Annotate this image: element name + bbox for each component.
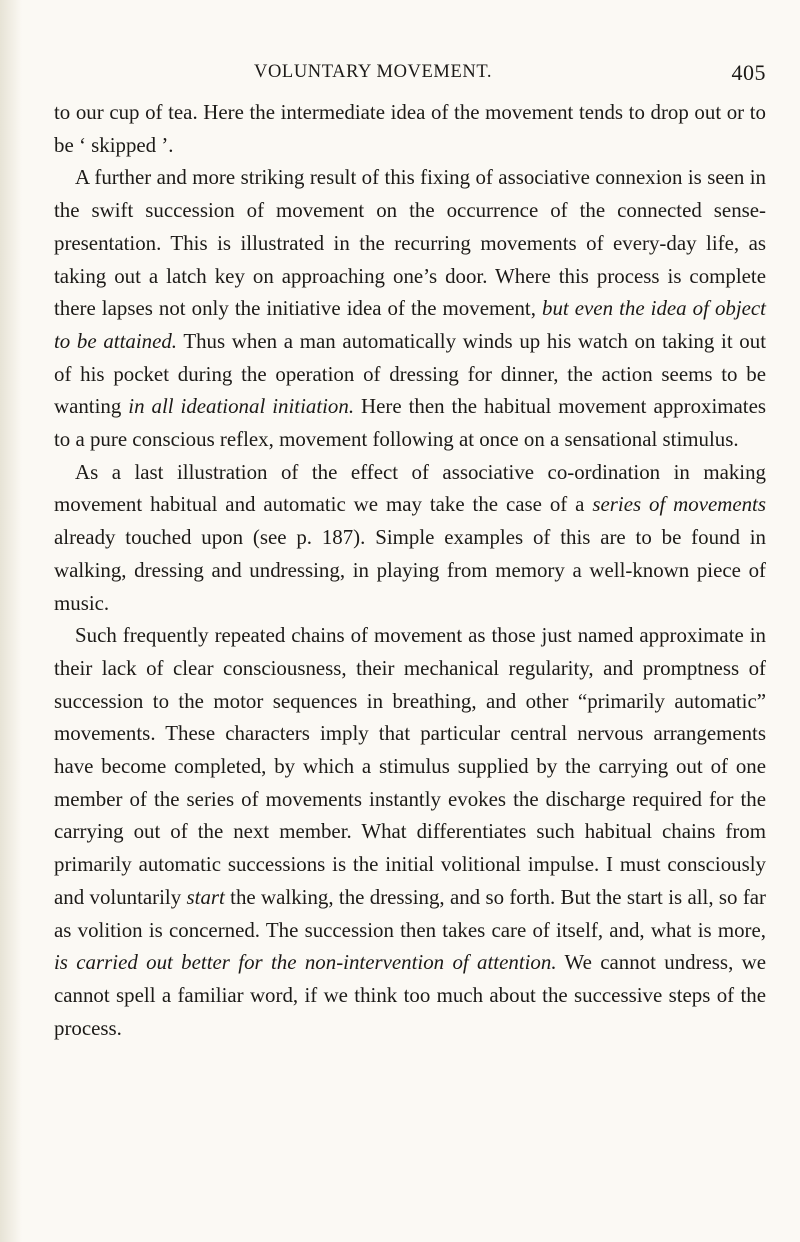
paragraph-4-text-1: Such frequently repeated chains of movement as those just named approximate in their lack of clear consciousness, their mechanical regularity, and promptness of succession to the motor sequences in breathing, and other “primarily automatic” movements. These characters imply that particular central nervous arrangements have become completed, by which a stimulus supplied by the carrying out of one member of the series of movements instantly evokes the discharge required for the carrying out of the next member. What differentiates such habitual chains from primarily automatic successions is the initial volitional impulse. I must consciously and voluntarily [54,623,766,909]
paragraph-2-italic-1: but even the idea of object to be attained. [54,296,766,353]
paragraph-2-text-1: A further and more striking result of this fixing of associative connexion is seen in the swift succession of movement on the occurrence of the connected sense-presentation. This is illustrated in the recurring movements of every-day life, as taking out a latch key on approaching one’s door. Where this process is complete there lapses not only the initiative idea of the movement, [54,165,766,321]
paragraph-2 [54,161,766,455]
page-number: 405 [731,60,766,85]
paragraph-2-italic-2: in all ideational initiation. [128,394,355,419]
paragraph-1 [54,96,766,161]
paragraph-2-text-2: Thus when a man automatically winds up his watch on taking it out of his pocket during the operation of dressing for dinner, the action seems to be wanting [54,328,766,419]
paragraph-3 [54,456,766,620]
paragraph-4-italic-1: start [186,884,225,909]
paragraph-3-text-1: As a last illustration of the effect of associative co-ordination in making movement habitual and automatic we may take the case of a [54,459,766,517]
running-title: VOLUNTARY MOVEMENT. [254,62,493,82]
paragraph-1-text-1: to our cup of tea. Here the intermediate idea of the movement tends to drop out or to be ‘ skipped ’. [54,100,766,157]
paragraph-3-text-2: already touched upon (see p. 187). Simple examples of this are to be found in walking, dressing and undressing, in playing from memory a well-known piece of music. [54,525,766,615]
book-page [54,62,766,1044]
paragraph-4-italic-2: is carried out better for the non-intervention of attention. [54,950,557,975]
body-text [54,96,766,1044]
paragraph-3-italic-1: series of movements [592,492,766,517]
page-edge-shadow [0,0,22,1242]
paragraph-4 [54,619,766,1044]
paragraph-4-text-3: We cannot undress, we cannot spell a familiar word, if we think too much about the successive steps of the process. [54,950,766,1040]
paragraph-4-text-2: the walking, the dressing, and so forth. But the start is all, so far as volition is concerned. The succession then takes care of itself, and, what is more, [54,884,767,942]
running-head [54,62,766,92]
paragraph-2-text-3: Here then the habitual movement approximates to a pure conscious reflex, movement following at once on a sensational stimulus. [54,394,767,452]
